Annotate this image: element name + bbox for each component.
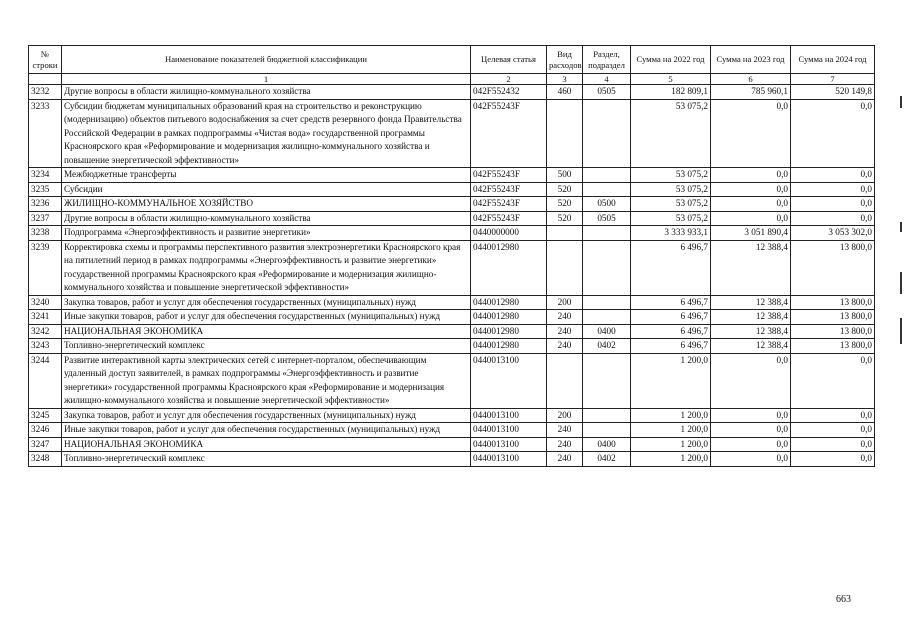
row-sum-2024: 13 800,0 xyxy=(791,295,875,310)
row-number: 3238 xyxy=(29,226,62,241)
row-target-article: 0440013100 xyxy=(471,452,547,467)
row-sum-2022: 53 075,2 xyxy=(631,211,711,226)
row-sum-2022: 3 333 933,1 xyxy=(631,226,711,241)
row-section: 0400 xyxy=(583,437,631,452)
row-number: 3234 xyxy=(29,168,62,183)
scan-mark xyxy=(900,96,902,108)
row-target-article: 042F55243F xyxy=(471,99,547,168)
row-target-article: 0440000000 xyxy=(471,226,547,241)
table-row xyxy=(29,353,875,408)
row-target-article: 0440012980 xyxy=(471,339,547,354)
row-name: Межбюджетные трансферты xyxy=(62,168,471,183)
row-name: Иные закупки товаров, работ и услуг для обеспечения государственных (муниципальных) нужд xyxy=(62,310,471,325)
table-header xyxy=(29,46,875,85)
row-sum-2022: 1 200,0 xyxy=(631,408,711,423)
row-name: Субсидии бюджетам муниципальных образований края на строительство и реконструкцию (модернизацию) объектов питьевого водоснабжения за счет средств резервного фонда Правительства Российской Федерации в рамках подпрограммы «Чистая вода» государственной программы Красноярского края «Реформирование и модернизация жилищно-коммунального хозяйства и повышение энергетической эффективности» xyxy=(62,99,471,168)
row-section xyxy=(583,226,631,241)
row-number: 3236 xyxy=(29,197,62,212)
row-number: 3240 xyxy=(29,295,62,310)
column-number: 4 xyxy=(583,74,631,85)
row-section: 0500 xyxy=(583,197,631,212)
column-number: 5 xyxy=(631,74,711,85)
column-number: 3 xyxy=(547,74,583,85)
table-row xyxy=(29,197,875,212)
col-header-name: Наименование показателей бюджетной классификации xyxy=(62,46,471,74)
row-expense-type xyxy=(547,99,583,168)
table-row xyxy=(29,168,875,183)
column-number-row xyxy=(29,74,875,85)
row-sum-2023: 12 388,4 xyxy=(711,295,791,310)
row-target-article: 0440013100 xyxy=(471,353,547,408)
column-number xyxy=(29,74,62,85)
row-name: НАЦИОНАЛЬНАЯ ЭКОНОМИКА xyxy=(62,437,471,452)
row-sum-2024: 520 149,8 xyxy=(791,85,875,100)
row-target-article: 0440012980 xyxy=(471,324,547,339)
row-sum-2022: 53 075,2 xyxy=(631,197,711,212)
table-row xyxy=(29,324,875,339)
row-sum-2024: 0,0 xyxy=(791,408,875,423)
row-sum-2024: 0,0 xyxy=(791,211,875,226)
col-header-sum-2023: Сумма на 2023 год xyxy=(711,46,791,74)
row-name: НАЦИОНАЛЬНАЯ ЭКОНОМИКА xyxy=(62,324,471,339)
row-sum-2024: 0,0 xyxy=(791,437,875,452)
row-sum-2023: 0,0 xyxy=(711,182,791,197)
row-sum-2022: 182 809,1 xyxy=(631,85,711,100)
row-number: 3232 xyxy=(29,85,62,100)
row-name: Топливно-энергетический комплекс xyxy=(62,452,471,467)
table-row xyxy=(29,226,875,241)
row-sum-2023: 0,0 xyxy=(711,168,791,183)
row-sum-2022: 1 200,0 xyxy=(631,452,711,467)
table-row xyxy=(29,182,875,197)
row-section xyxy=(583,295,631,310)
row-target-article: 0440012980 xyxy=(471,310,547,325)
row-number: 3241 xyxy=(29,310,62,325)
table-row xyxy=(29,240,875,295)
header-row xyxy=(29,46,875,74)
row-sum-2022: 6 496,7 xyxy=(631,339,711,354)
table-row xyxy=(29,339,875,354)
row-sum-2024: 0,0 xyxy=(791,452,875,467)
row-sum-2023: 0,0 xyxy=(711,197,791,212)
row-expense-type: 520 xyxy=(547,211,583,226)
row-expense-type: 200 xyxy=(547,295,583,310)
col-header-sum-2022: Сумма на 2022 год xyxy=(631,46,711,74)
row-sum-2023: 12 388,4 xyxy=(711,240,791,295)
row-sum-2023: 12 388,4 xyxy=(711,310,791,325)
row-sum-2023: 12 388,4 xyxy=(711,339,791,354)
row-number: 3248 xyxy=(29,452,62,467)
row-expense-type: 240 xyxy=(547,324,583,339)
row-sum-2024: 0,0 xyxy=(791,423,875,438)
row-target-article: 0440012980 xyxy=(471,240,547,295)
row-name: Другие вопросы в области жилищно-коммунального хозяйства xyxy=(62,211,471,226)
row-section xyxy=(583,310,631,325)
row-expense-type: 520 xyxy=(547,182,583,197)
row-sum-2022: 53 075,2 xyxy=(631,99,711,168)
column-number: 1 xyxy=(62,74,471,85)
row-number: 3244 xyxy=(29,353,62,408)
row-sum-2023: 3 051 890,4 xyxy=(711,226,791,241)
row-target-article: 042F55243F xyxy=(471,197,547,212)
column-number: 2 xyxy=(471,74,547,85)
row-sum-2024: 3 053 302,0 xyxy=(791,226,875,241)
row-section xyxy=(583,182,631,197)
row-target-article: 0440012980 xyxy=(471,295,547,310)
row-target-article: 042F55243F xyxy=(471,168,547,183)
column-number: 6 xyxy=(711,74,791,85)
row-sum-2023: 0,0 xyxy=(711,452,791,467)
row-section xyxy=(583,353,631,408)
row-number: 3245 xyxy=(29,408,62,423)
page-number: 663 xyxy=(836,594,851,605)
row-expense-type: 520 xyxy=(547,197,583,212)
row-expense-type: 200 xyxy=(547,408,583,423)
row-sum-2024: 13 800,0 xyxy=(791,310,875,325)
row-number: 3235 xyxy=(29,182,62,197)
row-name: Субсидии xyxy=(62,182,471,197)
col-header-row-number: № строки xyxy=(29,46,62,74)
row-name: Топливно-энергетический комплекс xyxy=(62,339,471,354)
row-expense-type xyxy=(547,353,583,408)
row-sum-2024: 0,0 xyxy=(791,168,875,183)
row-sum-2022: 6 496,7 xyxy=(631,324,711,339)
budget-table xyxy=(28,45,875,467)
row-sum-2024: 0,0 xyxy=(791,197,875,212)
row-target-article: 042F55243F xyxy=(471,211,547,226)
row-sum-2024: 13 800,0 xyxy=(791,324,875,339)
row-target-article: 0440013100 xyxy=(471,423,547,438)
row-sum-2022: 1 200,0 xyxy=(631,423,711,438)
row-expense-type xyxy=(547,226,583,241)
table-row xyxy=(29,310,875,325)
table-row xyxy=(29,437,875,452)
row-name: Закупка товаров, работ и услуг для обеспечения государственных (муниципальных) нужд xyxy=(62,408,471,423)
row-number: 3246 xyxy=(29,423,62,438)
row-section: 0505 xyxy=(583,211,631,226)
row-section: 0402 xyxy=(583,339,631,354)
row-expense-type: 240 xyxy=(547,339,583,354)
row-sum-2023: 12 388,4 xyxy=(711,324,791,339)
row-expense-type: 240 xyxy=(547,452,583,467)
row-section xyxy=(583,408,631,423)
row-sum-2022: 1 200,0 xyxy=(631,437,711,452)
row-sum-2023: 785 960,1 xyxy=(711,85,791,100)
row-name: Закупка товаров, работ и услуг для обеспечения государственных (муниципальных) нужд xyxy=(62,295,471,310)
row-number: 3243 xyxy=(29,339,62,354)
row-number: 3242 xyxy=(29,324,62,339)
row-section: 0505 xyxy=(583,85,631,100)
table-row xyxy=(29,211,875,226)
row-sum-2024: 0,0 xyxy=(791,353,875,408)
row-name: Иные закупки товаров, работ и услуг для обеспечения государственных (муниципальных) нужд xyxy=(62,423,471,438)
row-target-article: 0440013100 xyxy=(471,437,547,452)
table-row xyxy=(29,295,875,310)
table-row xyxy=(29,99,875,168)
row-expense-type: 240 xyxy=(547,423,583,438)
row-sum-2023: 0,0 xyxy=(711,353,791,408)
row-section: 0402 xyxy=(583,452,631,467)
row-expense-type: 240 xyxy=(547,437,583,452)
table-row xyxy=(29,452,875,467)
scan-mark xyxy=(900,222,902,232)
row-section xyxy=(583,168,631,183)
row-number: 3233 xyxy=(29,99,62,168)
col-header-section: Раздел, подраздел xyxy=(583,46,631,74)
row-name: ЖИЛИЩНО-КОММУНАЛЬНОЕ ХОЗЯЙСТВО xyxy=(62,197,471,212)
table-row xyxy=(29,85,875,100)
table-body xyxy=(29,85,875,467)
row-number: 3239 xyxy=(29,240,62,295)
row-name: Корректировка схемы и программы перспективного развития электроэнергетики Красноярского края на пятилетний период в рамках подпрограммы «Энергоэффективность и развитие энергетики» государственной программы Красноярского края «Реформирование и модернизация жилищно-коммунального хозяйства и повышение энергетической эффективности» xyxy=(62,240,471,295)
row-section xyxy=(583,99,631,168)
row-expense-type: 500 xyxy=(547,168,583,183)
row-sum-2024: 13 800,0 xyxy=(791,240,875,295)
row-sum-2023: 0,0 xyxy=(711,423,791,438)
col-header-sum-2024: Сумма на 2024 год xyxy=(791,46,875,74)
row-expense-type xyxy=(547,240,583,295)
scan-mark xyxy=(900,272,902,294)
row-number: 3247 xyxy=(29,437,62,452)
row-sum-2024: 0,0 xyxy=(791,182,875,197)
row-sum-2022: 6 496,7 xyxy=(631,310,711,325)
row-sum-2024: 13 800,0 xyxy=(791,339,875,354)
row-name: Развитие интерактивной карты электрических сетей с интернет-порталом, обеспечивающим удаленный доступ заявителей, в рамках подпрограммы «Энергоэффективность и развитие энергетики» государственной программы Красноярского края «Реформирование и модернизация жилищно-коммунального хозяйства и повышение энергетической эффективности» xyxy=(62,353,471,408)
row-name: Другие вопросы в области жилищно-коммунального хозяйства xyxy=(62,85,471,100)
col-header-expense-type: Вид расходов xyxy=(547,46,583,74)
row-section xyxy=(583,423,631,438)
row-sum-2022: 53 075,2 xyxy=(631,168,711,183)
row-section: 0400 xyxy=(583,324,631,339)
row-expense-type: 240 xyxy=(547,310,583,325)
row-sum-2022: 6 496,7 xyxy=(631,240,711,295)
row-name: Подпрограмма «Энергоэффективность и развитие энергетики» xyxy=(62,226,471,241)
row-sum-2022: 1 200,0 xyxy=(631,353,711,408)
row-sum-2022: 6 496,7 xyxy=(631,295,711,310)
col-header-target-article: Целевая статья xyxy=(471,46,547,74)
row-sum-2022: 53 075,2 xyxy=(631,182,711,197)
table-row xyxy=(29,408,875,423)
row-expense-type: 460 xyxy=(547,85,583,100)
row-sum-2023: 0,0 xyxy=(711,99,791,168)
row-section xyxy=(583,240,631,295)
table-row xyxy=(29,423,875,438)
row-target-article: 042F55243F xyxy=(471,182,547,197)
row-sum-2023: 0,0 xyxy=(711,408,791,423)
scan-mark xyxy=(900,318,902,344)
row-sum-2024: 0,0 xyxy=(791,99,875,168)
row-sum-2023: 0,0 xyxy=(711,437,791,452)
column-number: 7 xyxy=(791,74,875,85)
row-target-article: 0440013100 xyxy=(471,408,547,423)
row-target-article: 042F552432 xyxy=(471,85,547,100)
row-number: 3237 xyxy=(29,211,62,226)
row-sum-2023: 0,0 xyxy=(711,211,791,226)
